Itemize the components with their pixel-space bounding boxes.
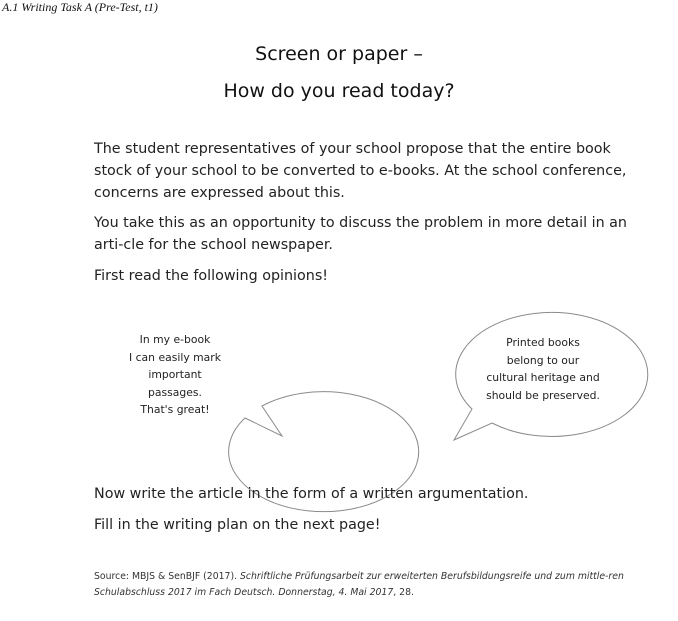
source-title: Schriftliche Prüfungsarbeit zur erweiterten Berufsbildungsreife und zum mittle-ren Schulabschluss 2017 im Fach Deutsch. Donnerstag, 4. Mai 2017: [94, 571, 624, 598]
bubble-left-line: I can easily mark: [129, 350, 221, 364]
source-citation: [94, 569, 634, 601]
bubble-right-line: cultural heritage and: [486, 371, 600, 384]
source-prefix: Source: MBJS & SenBJF (2017).: [94, 571, 240, 582]
bubble-right-line: Printed books: [506, 336, 580, 349]
instruction-fill-plan: Fill in the writing plan on the next page!: [94, 517, 381, 533]
page-title-line-1: Screen or paper –: [255, 43, 423, 65]
instruction-read-opinions: First read the following opinions!: [94, 268, 329, 284]
task-paragraph: You take this as an opportunity to discuss the problem in more detail in an arti-cle for the school newspaper.: [94, 215, 627, 253]
bubble-left-line: In my e-book: [139, 333, 211, 346]
bubble-right-line: belong to our: [506, 353, 580, 367]
header-label: A.1 Writing Task A (Pre-Test, t1): [2, 0, 158, 14]
bubble-left-line: That's great!: [140, 403, 210, 416]
speech-bubble-right-text: [475, 334, 611, 404]
source-suffix: , 28.: [393, 587, 414, 598]
bubble-left-line: important passages.: [148, 368, 202, 399]
instruction-write-article: Now write the article in the form of a written argumentation.: [94, 486, 529, 502]
intro-paragraph: The student representatives of your school propose that the entire book stock of your school to be converted to e-books. At the school conference, concerns are expressed about this.: [94, 141, 627, 201]
bubble-right-line: should be preserved.: [486, 388, 600, 402]
speech-bubble-left-text: [120, 331, 230, 419]
page-title-line-2: How do you read today?: [223, 80, 455, 102]
